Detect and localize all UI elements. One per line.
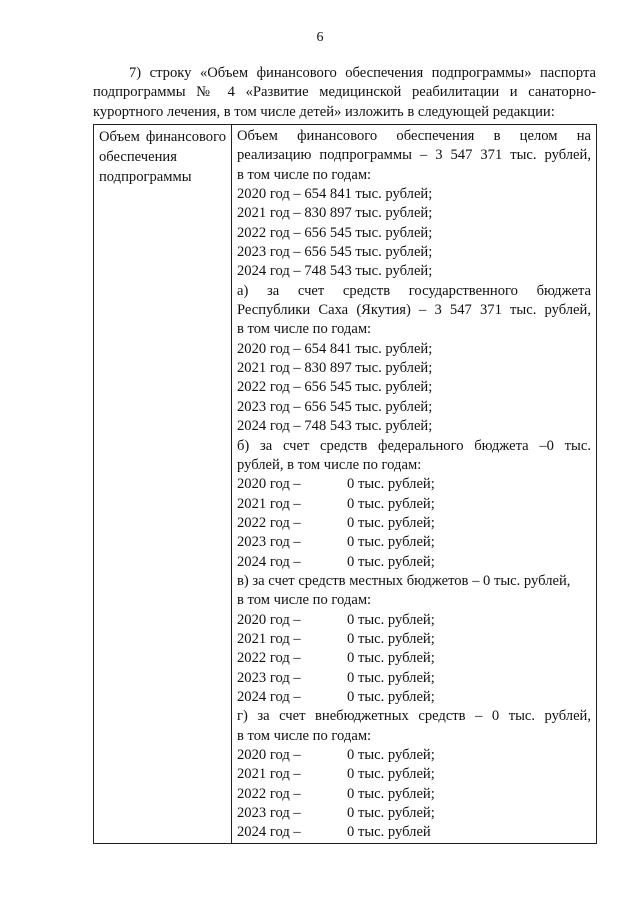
total-year-line: 2024 год – 748 543 тыс. рублей; [237, 263, 433, 280]
year-label: 2022 год – [237, 650, 301, 667]
financing-table [93, 124, 597, 844]
state-budget-text-line: Республики Саха (Якутия) – 3 547 371 тыс. рублей, [237, 302, 591, 319]
extrabudgetary-text-line: г) за счет внебюджетных средств – 0 тыс. рублей, [237, 708, 591, 725]
local-budget-year-line [237, 630, 591, 649]
year-amount: 0 тыс. рублей; [347, 553, 435, 570]
total-year-line: 2020 год – 654 841 тыс. рублей; [237, 186, 433, 203]
extrabudgetary-year-line [237, 785, 591, 804]
year-amount: 0 тыс. рублей [347, 824, 431, 841]
year-amount: 0 тыс. рублей; [347, 688, 435, 705]
local-budget-year-line [237, 688, 591, 707]
year-amount: 0 тыс. рублей; [347, 495, 435, 512]
year-amount: 0 тыс. рублей; [347, 476, 435, 493]
table-row [94, 125, 597, 844]
total-year-line: 2021 год – 830 897 тыс. рублей; [237, 205, 433, 222]
total-year-line: 2022 год – 656 545 тыс. рублей; [237, 224, 433, 241]
total-text-line: Объем финансового обеспечения в целом на [237, 128, 591, 144]
federal-budget-year-line [237, 514, 591, 533]
state-budget-text-line: а) за счет средств государственного бюджета [237, 282, 591, 299]
extrabudgetary-year-line [237, 746, 591, 765]
local-budget-text-line: в том числе по годам: [237, 592, 372, 609]
intro-line: подпрограммы № 4 «Развитие медицинской реабилитации и санаторно- [93, 84, 596, 101]
local-budget-year-line [237, 649, 591, 668]
row-value-cell [232, 125, 597, 844]
federal-budget-text-line: б) за счет средств федерального бюджета –0 тыс. [237, 437, 591, 454]
state-budget-text-line: в том числе по годам: [237, 321, 372, 338]
year-amount: 0 тыс. рублей; [347, 669, 435, 686]
year-label: 2020 год – [237, 747, 301, 763]
local-budget-text-line: в) за счет средств местных бюджетов – 0 тыс. рублей, [237, 572, 571, 589]
state-budget-year-line: 2024 год – 748 543 тыс. рублей; [237, 418, 433, 435]
year-label: 2022 год – [237, 785, 301, 802]
total-year-line: 2023 год – 656 545 тыс. рублей; [237, 244, 433, 261]
intro-line: 7) строку «Объем финансового обеспечения подпрограммы» паспорта [129, 65, 596, 81]
year-label: 2023 год – [237, 805, 301, 822]
year-label: 2021 год – [237, 630, 301, 647]
year-amount: 0 тыс. рублей; [347, 514, 435, 531]
extrabudgetary-year-line [237, 804, 591, 823]
federal-budget-year-line [237, 495, 591, 514]
year-amount: 0 тыс. рублей; [347, 747, 435, 763]
year-label: 2023 год – [237, 669, 301, 686]
intro-line: курортного лечения, в том числе детей» изложить в следующей редакции: [93, 103, 555, 120]
year-label: 2024 год – [237, 824, 301, 841]
total-text-line: реализацию подпрограммы – 3 547 371 тыс. рублей, [237, 147, 591, 164]
year-amount: 0 тыс. рублей; [347, 534, 435, 551]
row-label-cell [94, 125, 232, 844]
year-amount: 0 тыс. рублей; [347, 650, 435, 667]
year-amount: 0 тыс. рублей; [347, 805, 435, 822]
federal-budget-text-line: рублей, в том числе по годам: [237, 456, 422, 473]
state-budget-year-line: 2021 год – 830 897 тыс. рублей; [237, 360, 433, 377]
state-budget-year-line: 2023 год – 656 545 тыс. рублей; [237, 398, 433, 415]
intro-paragraph [93, 64, 596, 122]
year-label: 2023 год – [237, 534, 301, 551]
year-label: 2024 год – [237, 553, 301, 570]
year-amount: 0 тыс. рублей; [347, 611, 435, 628]
row-label-line: Объем финансового [99, 129, 226, 145]
year-amount: 0 тыс. рублей; [347, 785, 435, 802]
extrabudgetary-year-line [237, 765, 591, 784]
local-budget-year-line [237, 669, 591, 688]
year-amount: 0 тыс. рублей; [347, 630, 435, 647]
federal-budget-year-line [237, 475, 591, 494]
year-label: 2024 год – [237, 688, 301, 705]
row-label-line: обеспечения [99, 149, 177, 165]
page-number: 6 [316, 30, 324, 45]
local-budget-year-line [237, 611, 591, 630]
year-label: 2020 год – [237, 611, 301, 628]
total-text-line: в том числе по годам: [237, 166, 372, 183]
year-amount: 0 тыс. рублей; [347, 766, 435, 783]
federal-budget-year-line [237, 533, 591, 552]
state-budget-year-line: 2022 год – 656 545 тыс. рублей; [237, 379, 433, 396]
row-label-line: подпрограммы [99, 169, 192, 185]
year-label: 2021 год – [237, 766, 301, 783]
extrabudgetary-year-line [237, 823, 591, 842]
federal-budget-year-line [237, 553, 591, 572]
year-label: 2021 год – [237, 495, 301, 512]
year-label: 2020 год – [237, 476, 301, 493]
extrabudgetary-text-line: в том числе по годам: [237, 727, 372, 744]
state-budget-year-line: 2020 год – 654 841 тыс. рублей; [237, 340, 433, 357]
year-label: 2022 год – [237, 514, 301, 531]
